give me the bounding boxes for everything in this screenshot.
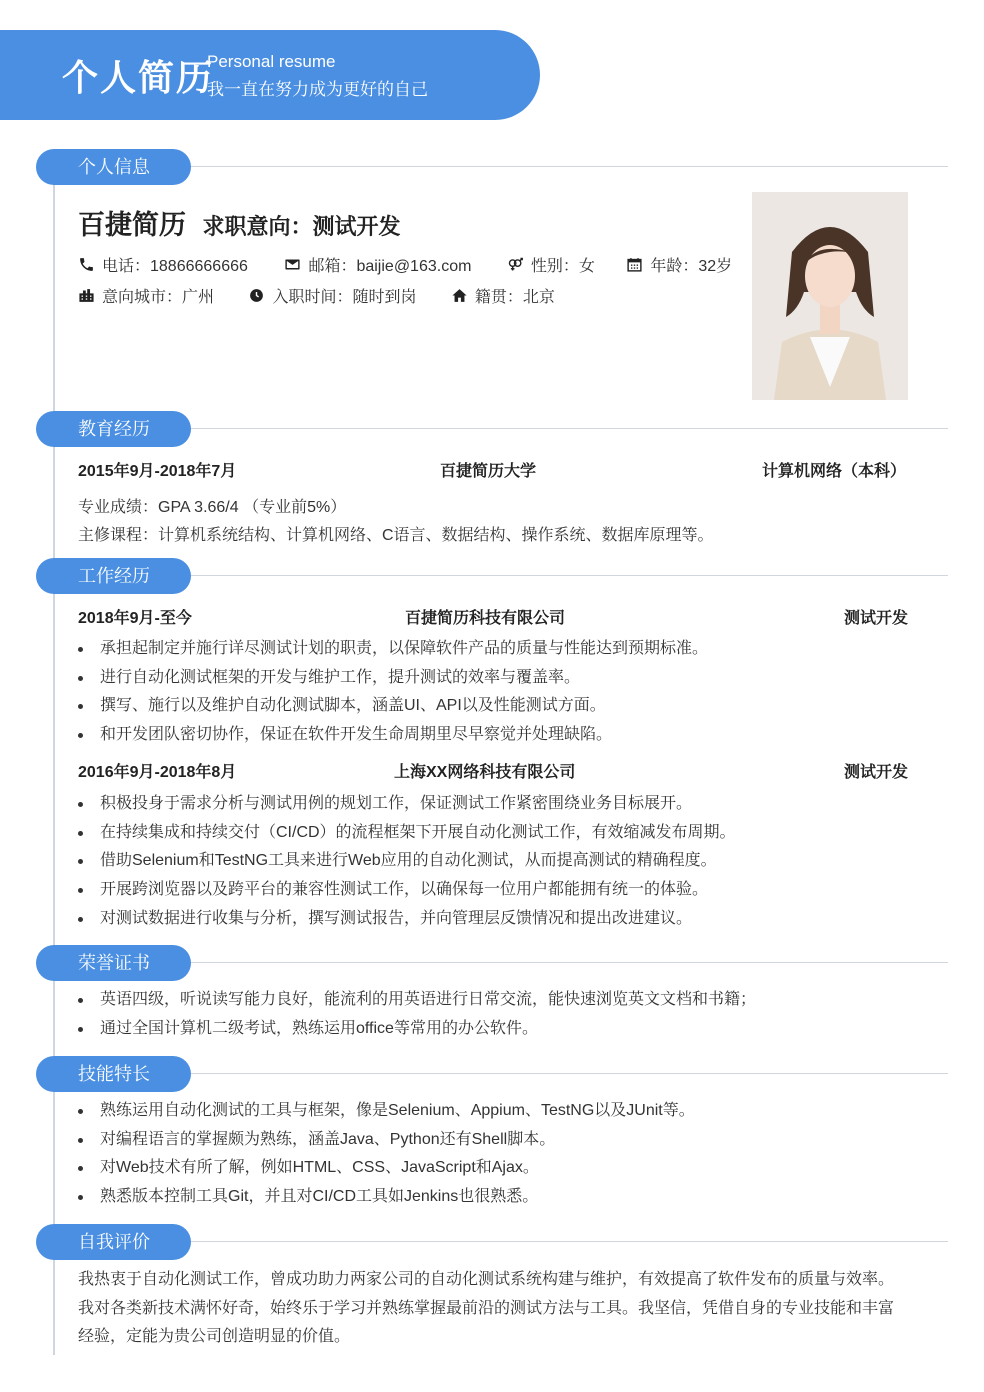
section-divider [191, 1241, 948, 1242]
list-item: 熟悉版本控制工具Git，并且对CI/CD工具如Jenkins也很熟悉。 [78, 1183, 695, 1212]
list-item: 积极投身于需求分析与测试用例的规划工作，保证测试工作紧密围绕业务目标展开。 [78, 790, 736, 819]
work-period: 2018年9月-至今 [78, 610, 192, 627]
city-icon [78, 287, 95, 304]
education-courses: 主修课程：计算机系统结构、计算机网络、C语言、数据结构、操作系统、数据库原理等。 [78, 527, 714, 544]
section-title: 个人信息 [36, 149, 191, 185]
list-item: 对编程语言的掌握颇为熟练，涵盖Java、Python还有Shell脚本。 [78, 1126, 695, 1155]
work-duties-list [78, 635, 708, 750]
info-row-1 [78, 253, 732, 278]
profile-photo-icon [752, 192, 908, 400]
list-item: 对Web技术有所了解，例如HTML、CSS、JavaScript和Ajax。 [78, 1154, 695, 1183]
section-title: 自我评价 [36, 1224, 191, 1260]
phone-info [78, 253, 280, 276]
list-item: 撰写、施行以及维护自动化测试脚本，涵盖UI、API以及性能测试方面。 [78, 692, 708, 721]
gender-info [507, 253, 622, 276]
section-title: 工作经历 [36, 558, 191, 594]
mail-icon [284, 256, 301, 273]
start-info [248, 284, 446, 307]
list-item: 在持续集成和持续交付（CI/CD）的流程框架下开展自动化测试工作，有效缩减发布周期。 [78, 819, 736, 848]
info-row-2 [78, 284, 555, 309]
phone-text: 电话：18866666666 [102, 258, 248, 275]
education-gpa: 专业成绩：GPA 3.66/4 （专业前5%） [78, 499, 347, 516]
header-title-en: Personal resume [207, 52, 336, 71]
section-skills [36, 1056, 948, 1092]
age-info [626, 253, 732, 276]
education-school: 百捷简历大学 [440, 463, 537, 480]
section-divider [191, 575, 948, 576]
self-evaluation-text: 我热衷于自动化测试工作，曾成功助力两家公司的自动化测试系统构建与维护，有效提高了软件发布的质量与效率。我对各类新技术满怀好奇，始终乐于学习并熟练掌握最前沿的测试方法与工具。我坚信，凭借自身的专业技能和丰富经验，定能为贵公司创造明显的价值。 [78, 1271, 895, 1345]
section-title: 荣誉证书 [36, 945, 191, 981]
section-divider [191, 166, 948, 167]
profile-photo [752, 192, 908, 400]
work-role: 测试开发 [843, 764, 908, 781]
header-motto: 我一直在努力成为更好的自己 [207, 80, 428, 99]
section-honors [36, 945, 948, 981]
section-divider [191, 1073, 948, 1074]
city-info [78, 284, 244, 307]
timeline-line [53, 175, 55, 1355]
gender-icon [507, 256, 524, 273]
list-item: 进行自动化测试框架的开发与维护工作，提升测试的效率与覆盖率。 [78, 664, 708, 693]
section-title: 技能特长 [36, 1056, 191, 1092]
list-item: 通过全国计算机二级考试，熟练运用office等常用的办公软件。 [78, 1015, 756, 1044]
name-row [78, 203, 400, 242]
list-item: 和开发团队密切协作，保证在软件开发生命周期里尽早察觉并处理缺陷。 [78, 721, 708, 750]
clock-icon [248, 287, 265, 304]
list-item: 熟练运用自动化测试的工具与框架，像是Selenium、Appium、TestNG以及JUnit等。 [78, 1097, 695, 1126]
job-intent: 求职意向：测试开发 [202, 214, 401, 239]
phone-icon [78, 256, 95, 273]
home-icon [451, 287, 468, 304]
work-period: 2016年9月-2018年8月 [78, 764, 237, 781]
work-company: 百捷简历科技有限公司 [405, 610, 566, 627]
section-personal-info [36, 149, 948, 185]
list-item: 承担起制定并施行详尽测试计划的职责，以保障软件产品的质量与性能达到预期标准。 [78, 635, 708, 664]
start-text: 入职时间：随时到岗 [272, 289, 417, 306]
age-text: 年龄：32岁 [650, 258, 733, 275]
section-education [36, 411, 948, 447]
honors-list [78, 986, 756, 1043]
header-title-cn: 个人简历 [62, 57, 215, 98]
section-title: 教育经历 [36, 411, 191, 447]
section-divider [191, 962, 948, 963]
origin-text: 籍贯：北京 [474, 289, 555, 306]
section-work [36, 558, 948, 594]
work-company: 上海XX网络科技有限公司 [394, 764, 576, 781]
work-duties-list [78, 790, 736, 933]
email-info [284, 253, 502, 276]
candidate-name: 百捷简历 [78, 210, 186, 240]
work-role: 测试开发 [843, 610, 908, 627]
city-text: 意向城市：广州 [102, 289, 215, 306]
list-item: 英语四级，听说读写能力良好，能流利的用英语进行日常交流，能快速浏览英文文档和书籍； [78, 986, 756, 1015]
gender-text: 性别：女 [530, 258, 595, 275]
skills-list [78, 1097, 695, 1212]
education-major: 计算机网络（本科） [761, 463, 906, 480]
section-self-evaluation [36, 1224, 948, 1260]
origin-info [451, 284, 555, 307]
education-period: 2015年9月-2018年7月 [78, 463, 237, 480]
section-divider [191, 428, 948, 429]
list-item: 借助Selenium和TestNG工具来进行Web应用的自动化测试，从而提高测试的精确程度。 [78, 847, 736, 876]
email-text: 邮箱：baijie@163.com [308, 258, 472, 275]
list-item: 开展跨浏览器以及跨平台的兼容性测试工作，以确保每一位用户都能拥有统一的体验。 [78, 876, 736, 905]
calendar-icon [626, 256, 643, 273]
resume-header-banner [0, 30, 540, 120]
list-item: 对测试数据进行收集与分析，撰写测试报告，并向管理层反馈情况和提出改进建议。 [78, 905, 736, 934]
